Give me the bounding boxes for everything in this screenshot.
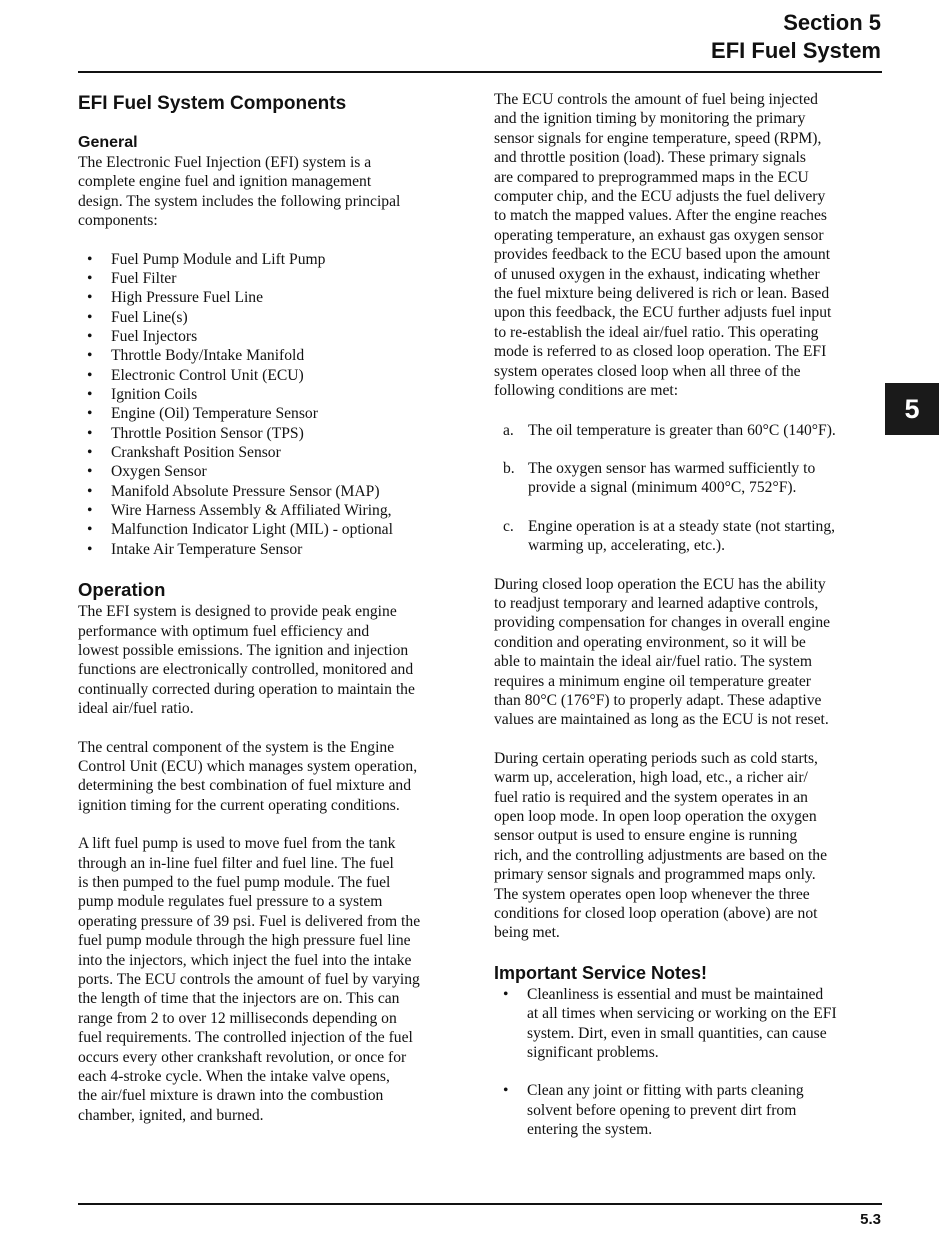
condition-item: c. Engine operation is at a steady state (not starting, warming up, accelerating, etc.). <box>503 517 836 555</box>
list-item: • Clean any joint or fitting with parts cleaning solvent before opening to prevent dirt from entering the system. <box>503 1082 804 1138</box>
list-item: • Throttle Body/Intake Manifold <box>87 347 305 365</box>
list-item: • Manifold Absolute Pressure Sensor (MAP) <box>87 482 380 500</box>
components-heading: EFI Fuel System Components <box>78 93 347 114</box>
bullet-icon: • <box>87 444 93 462</box>
bullet-icon: • <box>87 463 93 481</box>
bullet-icon: • <box>503 1082 509 1100</box>
bullet-icon: • <box>87 521 93 539</box>
bullet-icon: • <box>87 289 93 307</box>
list-item: • Fuel Line(s) <box>87 308 188 326</box>
condition-item: b. The oxygen sensor has warmed sufficiently to provide a signal (minimum 400°C, 752°F). <box>503 459 816 497</box>
bullet-icon: • <box>87 347 93 365</box>
header-rule <box>78 71 882 73</box>
ecu-paragraph: The ECU controls the amount of fuel being injected and the ignition timing by monitoring the primary sensor signals for engine temperature, speed (RPM), and throttle position (load). These primary signals are compared to preprogrammed maps in the ECU computer chip, and the ECU adjusts the fuel delivery to match the mapped values. After the engine reaches operating temperature, an exhaust gas oxygen sensor provides feedback to the ECU based upon the amount of unused oxygen in the exhaust, indicating whether the fuel mixture being delivered is rich or lean. Based upon this feedback, the ECU further adjusts fuel input to re-establish the ideal air/fuel ratio. This operating mode is referred to as closed loop operation. The EFI system operates closed loop when all three of the following conditions are met: <box>494 91 832 400</box>
open-loop-paragraph: During certain operating periods such as cold starts, warm up, acceleration, high load, etc., a richer air/ fuel ratio is required and the system operates in an open loop mode. In open loop operation the oxygen sensor output is used to ensure engine is running rich, and the controlling adjustments are based on the primary sensor signals and programmed maps only. The system operates open loop whenever the three conditions for closed loop operation (above) are not being met. <box>494 749 828 942</box>
components-list <box>78 250 470 560</box>
section-tab: 5 <box>885 383 939 435</box>
bullet-icon: • <box>87 386 93 404</box>
page-header <box>711 9 881 65</box>
list-item: • Engine (Oil) Temperature Sensor <box>87 405 318 423</box>
bullet-icon: • <box>87 405 93 423</box>
general-paragraph: The Electronic Fuel Injection (EFI) system is a complete engine fuel and ignition management design. The system includes the following principal components: <box>78 154 401 230</box>
footer-rule <box>78 1203 882 1205</box>
section-title: EFI Fuel System <box>711 38 881 63</box>
general-heading: General <box>78 134 138 151</box>
list-item: • Crankshaft Position Sensor <box>87 444 281 462</box>
condition-item: a. The oil temperature is greater than 60°C (140°F). <box>503 421 836 439</box>
service-notes-list <box>494 985 884 1139</box>
right-column <box>494 90 884 1139</box>
list-item: • Fuel Injectors <box>87 328 198 345</box>
bullet-icon: • <box>87 308 93 326</box>
bullet-icon: • <box>87 366 93 384</box>
bullet-icon: • <box>87 424 93 442</box>
list-item: • Wire Harness Assembly & Affiliated Wiring, <box>87 502 392 520</box>
closed-loop-paragraph: During closed loop operation the ECU has the ability to readjust temporary and learned adaptive controls, providing compensation for changes in overall engine condition and operating environment, so it will be able to maintain the ideal air/fuel ratio. The system requires a minimum engine oil temperature greater than 80°C (176°F) to properly adapt. These adaptive values are maintained as long as the ECU is not reset. <box>494 575 831 729</box>
list-item: • Intake Air Temperature Sensor <box>87 540 303 558</box>
list-item: • Fuel Filter <box>87 269 177 287</box>
bullet-icon: • <box>87 540 93 558</box>
operation-paragraph-2: The central component of the system is the Engine Control Unit (ECU) which manages system operation, determining the best combination of fuel mixture and ignition timing for the current operating conditions. <box>78 738 418 814</box>
operation-paragraph-1: The EFI system is designed to provide peak engine performance with optimum fuel efficiency and lowest possible emissions. The ignition and injection functions are electronically controlled, monitored and continually corrected during operation to maintain the ideal air/fuel ratio. <box>78 603 415 718</box>
bullet-icon: • <box>87 482 93 500</box>
bullet-icon: • <box>87 269 93 287</box>
list-item: • Oxygen Sensor <box>87 463 207 481</box>
bullet-icon: • <box>87 502 93 520</box>
bullet-icon: • <box>87 250 93 268</box>
list-item: • Malfunction Indicator Light (MIL) - optional <box>87 521 393 539</box>
list-item: • High Pressure Fuel Line <box>87 289 264 307</box>
operation-paragraph-3: A lift fuel pump is used to move fuel from the tank through an in-line fuel filter and fuel line. The fuel is then pumped to the fuel pump module. The fuel pump module regulates fuel pressure to a system operating pressure of 39 psi. Fuel is delivered from the fuel pump module through the high pressure fuel line into the injectors, which inject the fuel into the intake ports. The ECU controls the amount of fuel by varying the length of time that the injectors are on. This can range from 2 to over 12 milliseconds depending on fuel requirements. The controlled injection of the fuel occurs every other crankshaft revolution, or once for each 4-stroke cycle. When the intake valve opens, the air/fuel mixture is drawn into the combustion chamber, ignited, and burned. <box>78 835 421 1124</box>
list-item: • Fuel Pump Module and Lift Pump <box>87 250 326 268</box>
bullet-icon: • <box>503 985 509 1003</box>
bullet-icon: • <box>87 328 93 345</box>
list-item: • Ignition Coils <box>87 386 198 404</box>
list-item: • Throttle Position Sensor (TPS) <box>87 424 304 442</box>
conditions-list <box>494 421 884 556</box>
service-notes-heading: Important Service Notes! <box>494 962 708 983</box>
list-item: • Electronic Control Unit (ECU) <box>87 366 304 384</box>
list-item: • Cleanliness is essential and must be maintained at all times when servicing or working on the EFI system. Dirt, even in small quantities, can cause significant problems. <box>503 985 837 1061</box>
section-label: Section 5 <box>783 10 881 35</box>
operation-heading: Operation <box>78 579 166 601</box>
left-column <box>78 90 470 1125</box>
page-number: 5.3 <box>860 1211 881 1228</box>
